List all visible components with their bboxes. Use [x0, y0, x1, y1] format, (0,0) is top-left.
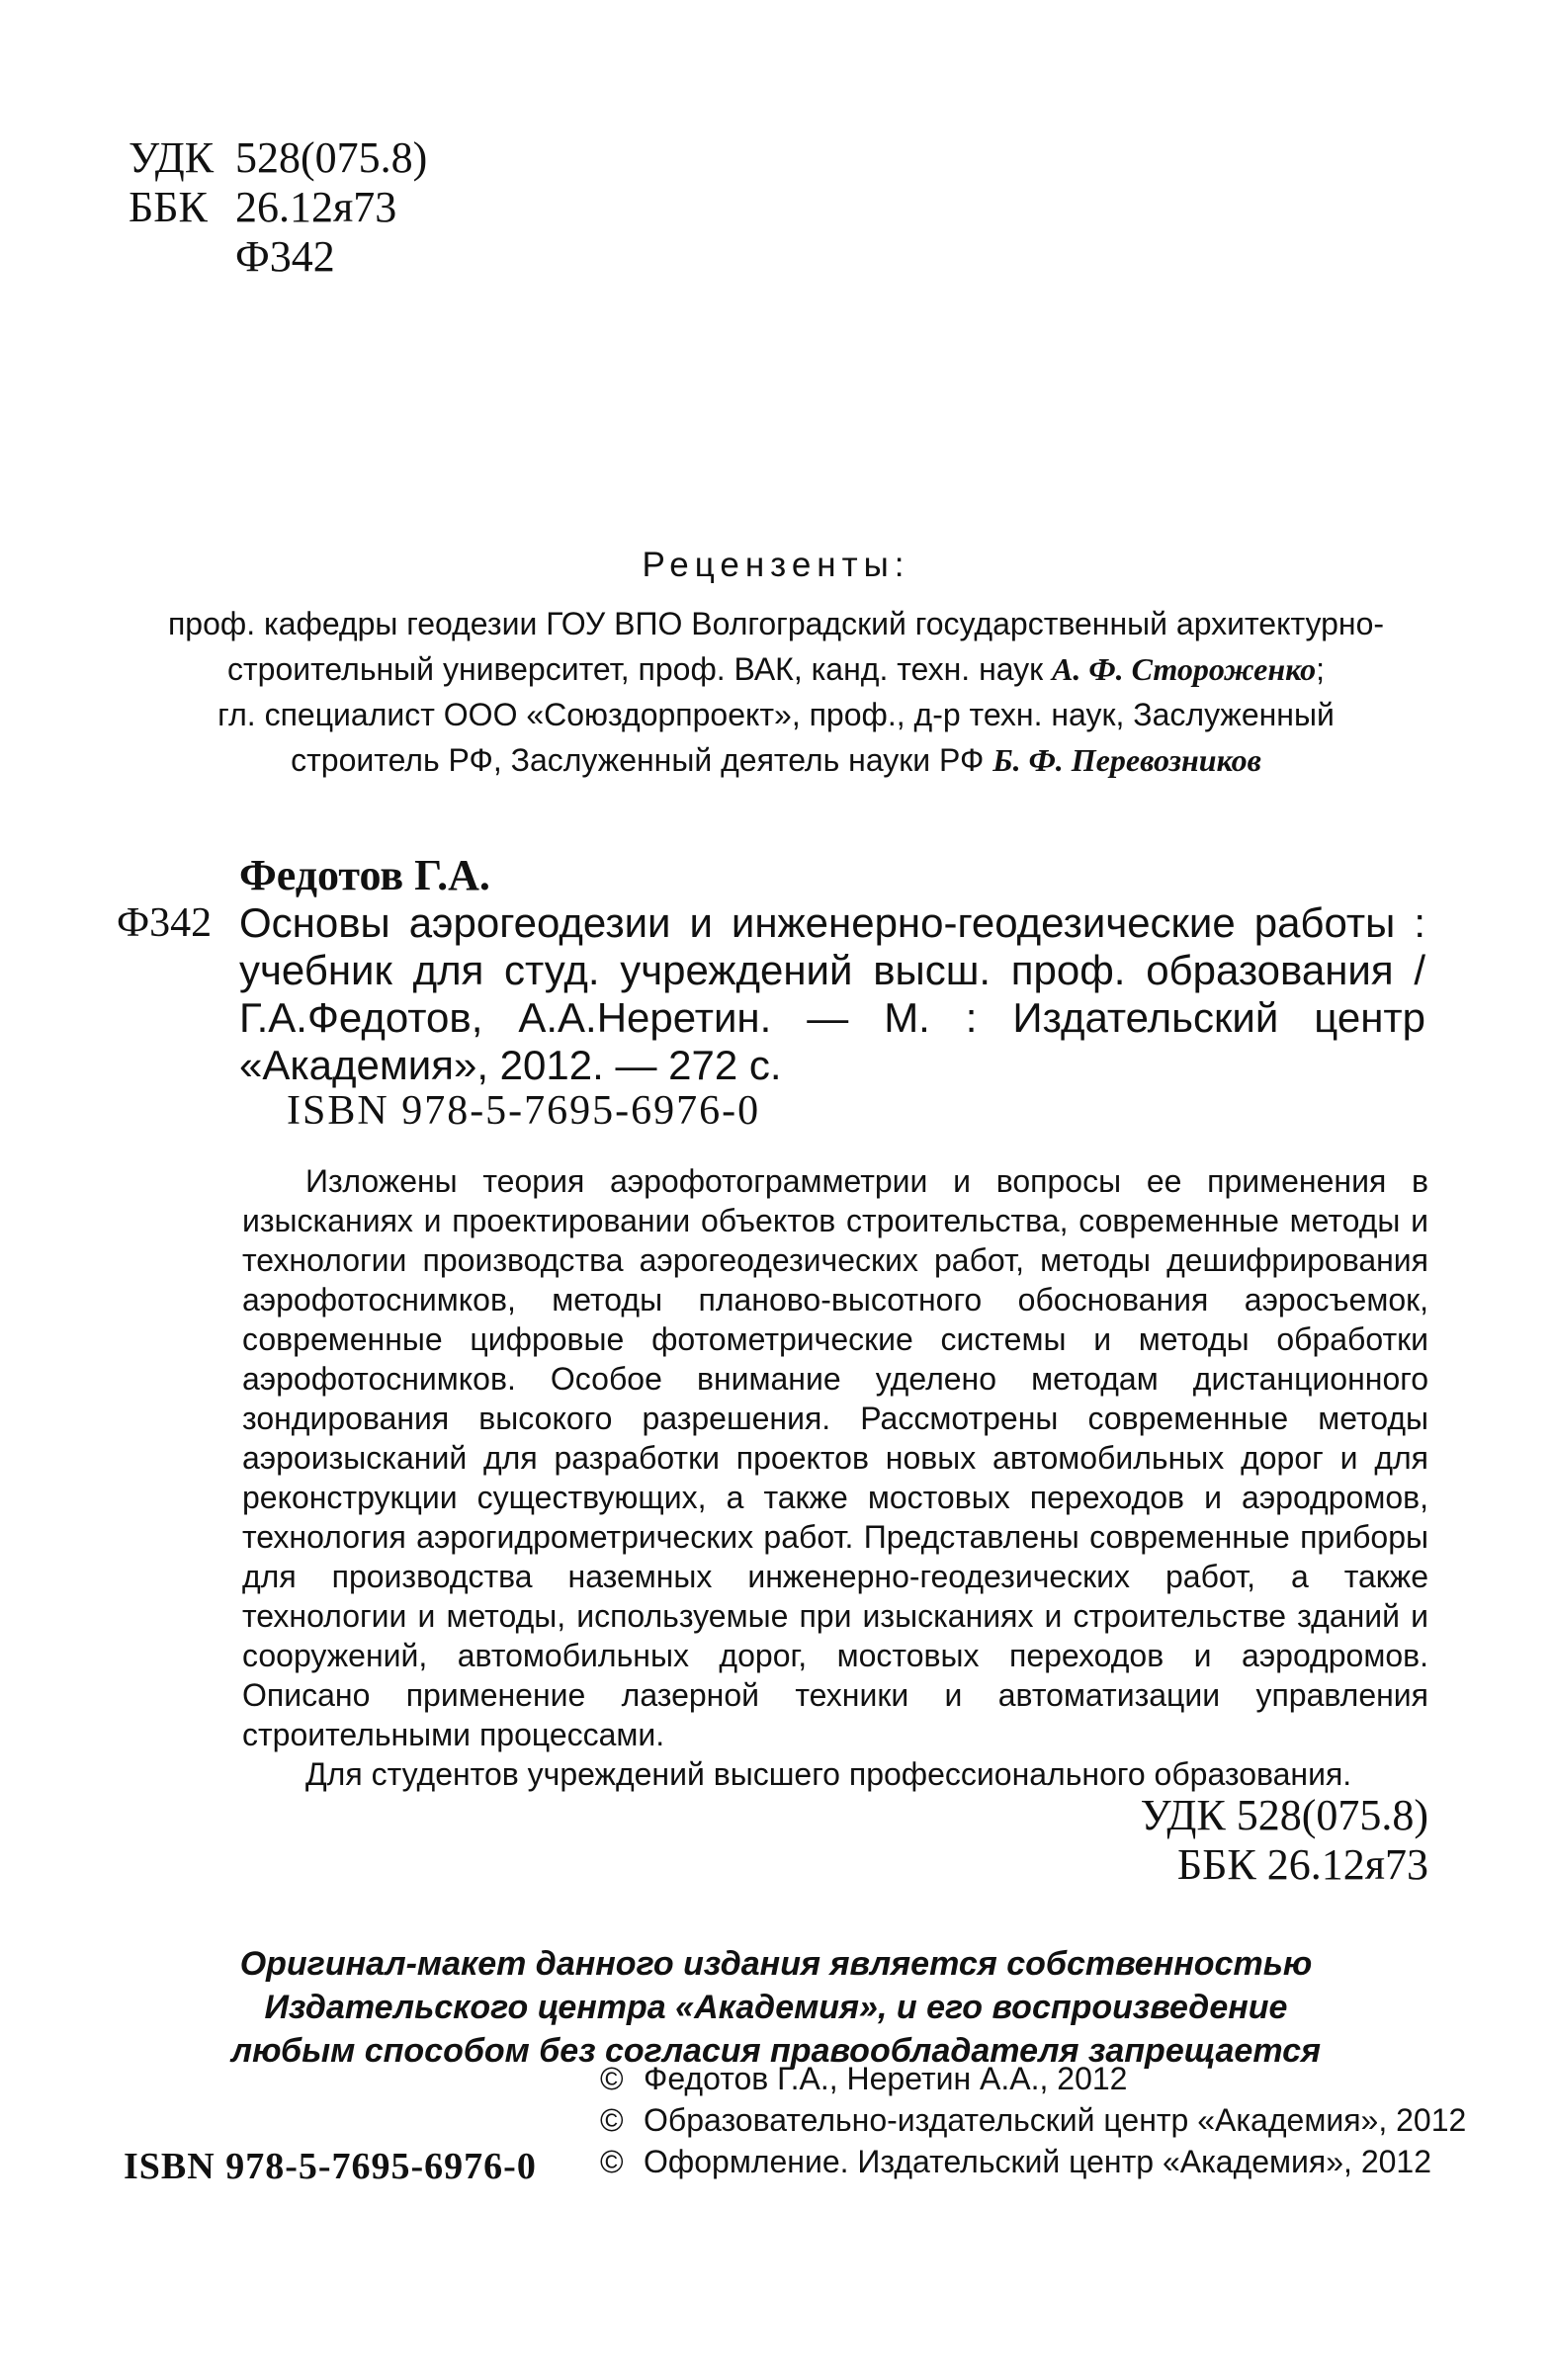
udk-value: 528(075.8): [235, 133, 428, 182]
copyright-list: [600, 2058, 1466, 2182]
author-code: Ф342: [235, 232, 335, 281]
reviewers-line-1: проф. кафедры геодезии ГОУ ВПО Волгоградский государственный архитектурно-: [167, 606, 1385, 641]
copyright-row: [600, 2058, 1466, 2099]
copyright-notice: [119, 1942, 1433, 2073]
copyright-symbol: ©: [600, 2061, 624, 2096]
abstract-paragraph-2: Для студентов учреждений высшего профессионального образования.: [305, 1756, 1352, 1792]
reviewers-line-4-text: строитель РФ, Заслуженный деятель науки РФ: [291, 742, 993, 778]
bbk-row: [129, 183, 427, 232]
bibliography-code: Ф342: [117, 900, 213, 946]
udk-row: [129, 133, 427, 183]
bbk-value: 26.12я73: [235, 183, 397, 231]
author-heading: Федотов Г.А.: [239, 851, 490, 899]
reviewers-line-2: [119, 646, 1433, 692]
udk-bottom: УДК 528(075.8): [1140, 1791, 1428, 1839]
isbn-footer: ISBN 978-5-7695-6976-0: [124, 2146, 537, 2187]
isbn-line: ISBN 978-5-7695-6976-0: [287, 1088, 761, 1134]
reviewers-line-2-text: строительный университет, проф. ВАК, канд. техн. наук: [227, 651, 1053, 687]
reviewers-line-4: [119, 737, 1433, 783]
bibliographic-text: Основы аэрогеодезии и инженерно-геодезические работы : учебник для студ. учреждений высш. проф. образования / Г.А.Федотов, А.А.Неретин. — М. : Издательский центр «Академия», 2012. — 272 с.: [239, 899, 1425, 1088]
reviewer-name-1: А. Ф. Стороженко: [1052, 651, 1317, 687]
notice-line-2: Издательского центра «Академия», и его воспроизведение: [264, 1989, 1288, 2026]
copyright-text: Образовательно-издательский центр «Академия», 2012: [644, 2102, 1467, 2138]
copyright-symbol: ©: [600, 2144, 624, 2179]
reviewers-block: [119, 601, 1433, 783]
bbk-label: ББК: [129, 183, 208, 231]
copyright-row: [600, 2099, 1466, 2141]
classification-codes-bottom: [1087, 1791, 1428, 1890]
classification-codes-top: [129, 133, 427, 282]
copyright-text: Оформление. Издательский центр «Академия», 2012: [644, 2144, 1432, 2179]
reviewers-title: Рецензенты:: [642, 546, 910, 584]
copyright-symbol: ©: [600, 2102, 624, 2138]
copyright-row: [600, 2141, 1466, 2182]
abstract: [242, 1161, 1428, 1794]
reviewers-line-2-end: ;: [1316, 651, 1325, 687]
reviewer-name-2: Б. Ф. Перевозников: [992, 742, 1261, 778]
copyright-text: Федотов Г.А., Неретин А.А., 2012: [644, 2061, 1128, 2096]
bibliographic-description: [239, 899, 1425, 1089]
notice-line-1: Оригинал-макет данного издания является собственностью: [239, 1945, 1313, 1983]
udk-label: УДК: [129, 133, 215, 182]
bbk-bottom: ББК 26.12я73: [1176, 1840, 1428, 1889]
notice-line-3: любым способом без согласия правообладателя запрещается: [230, 2032, 1322, 2070]
abstract-paragraph-1: Изложены теория аэрофотограмметрии и вопросы ее применения в изысканиях и проектировании объектов строительства, современные методы и технологии производства аэрогеодезических работ, методы дешифрирования аэрофотоснимков, методы планово-высотного обоснования аэросъемок, современные цифровые фотометрические системы и методы обработки аэрофотоснимков. Особое внимание уделено методам дистанционного зондирования высокого разрешения. Рассмотрены современные методы аэроизысканий для разработки проектов новых автомобильных дорог и для реконструкции существующих, а также мостовых переходов и аэродромов, технология аэрогидрометрических работ. Представлены современные приборы для производства наземных инженерно-геодезических работ, а также технологии и методы, используемые при изысканиях и строительстве зданий и сооружений, автомобильных дорог, мостовых переходов и аэродромов. Описано применение лазерной техники и автоматизации управления строительными процессами.: [242, 1163, 1428, 1752]
reviewers-line-3: гл. специалист ООО «Союздорпроект», проф., д-р техн. наук, Заслуженный: [217, 697, 1335, 732]
